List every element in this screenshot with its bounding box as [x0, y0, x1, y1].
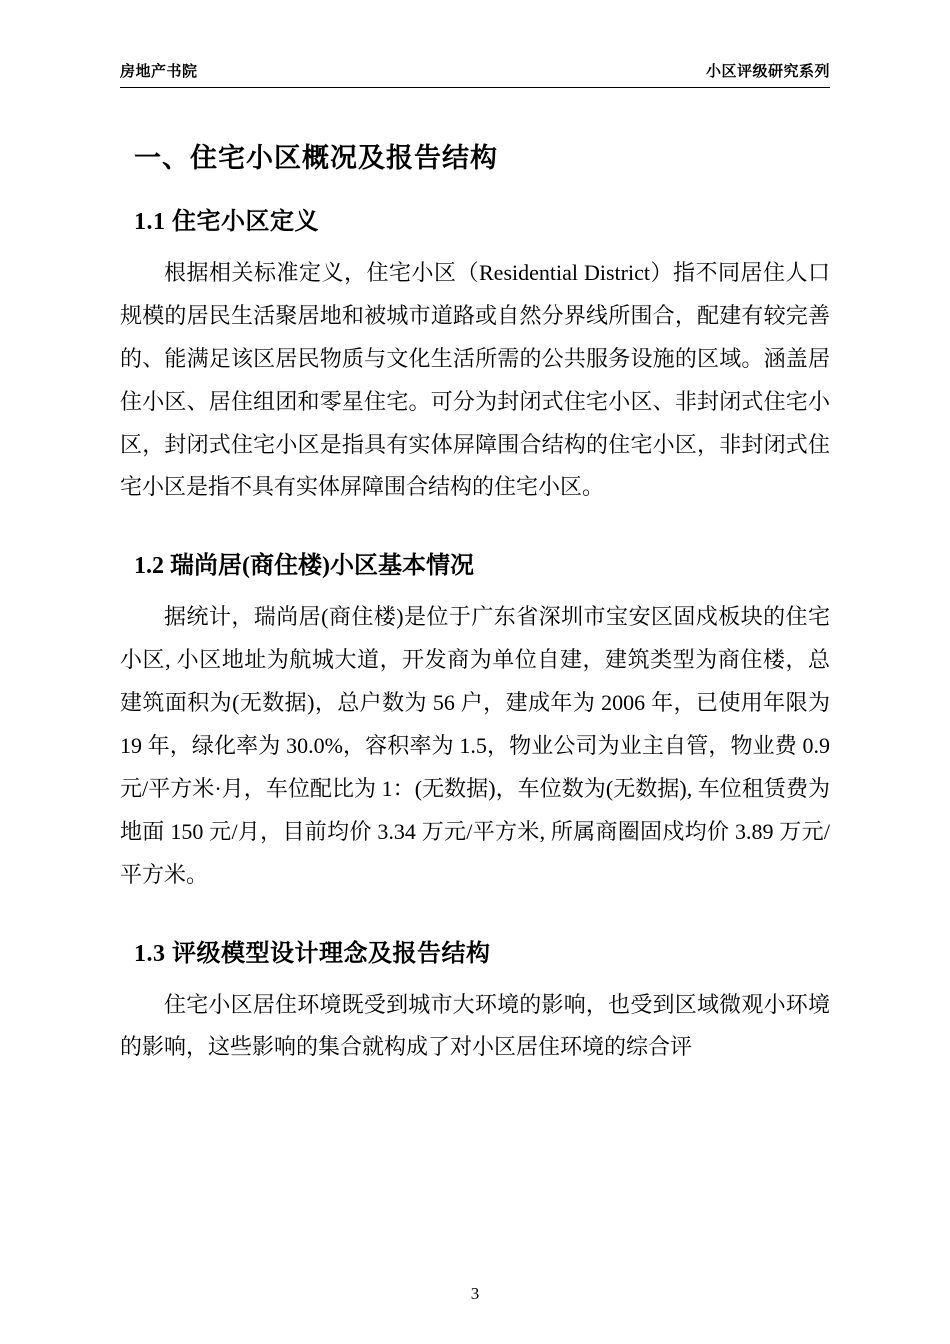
section-heading-1-1: 1.1 住宅小区定义: [134, 209, 319, 235]
section-paragraph-1-1: 根据相关标准定义，住宅小区（Residential District）指不同居住人口规模的居民生活聚居地和被城市道路或自然分界线所围合，配建有较完善的、能满足该区居民物质与文化生活所需的公共服务设施的区域。涵盖居住小区、居住组团和零星住宅。可分为封闭式住宅小区、非封闭式住宅小区，封闭式住宅小区是指具有实体屏障围合结构的住宅小区，非封闭式住宅小区是指不具有实体屏障围合结构的住宅小区。: [120, 260, 830, 500]
section-paragraph-1-3: 住宅小区居住环境既受到城市大环境的影响，也受到区域微观小环境的影响，这些影响的集合就构成了对小区居住环境的综合评: [120, 991, 830, 1060]
section-heading-1-3: 1.3 评级模型设计理念及报告结构: [134, 940, 491, 967]
header-right-text: 小区评级研究系列: [705, 64, 830, 80]
spacer: [120, 531, 830, 545]
spacer: [120, 919, 830, 933]
chapter-title: 一、住宅小区概况及报告结构: [134, 143, 498, 173]
section-heading-1-2: 1.2 瑞尚居(商住楼)小区基本情况: [134, 553, 474, 580]
running-header: [120, 60, 830, 88]
section-paragraph-1-2: 据统计，瑞尚居(商住楼)是位于广东省深圳市宝安区固戍板块的住宅小区, 小区地址为航城大道，开发商为单位自建，建筑类型为商住楼，总建筑面积为(无数据)，总户数为 56 户，建成年为 2006 年，已使用年限为 19 年，绿化率为 30.0%，容积率为 1.5，物业公司为业主自管，物业费 0.9 元/平方米·月，车位配比为 1：(无数据)，车位数为(无数据), 车位租赁费为地面 150 元/月，目前均价 3.34 万元/平方米, 所属商圈固戍均价 3.89 万元/平方米。: [120, 604, 830, 887]
header-left-text: 房地产书院: [120, 64, 198, 80]
page-content: [120, 60, 830, 1284]
page-number: 3: [470, 1284, 480, 1303]
